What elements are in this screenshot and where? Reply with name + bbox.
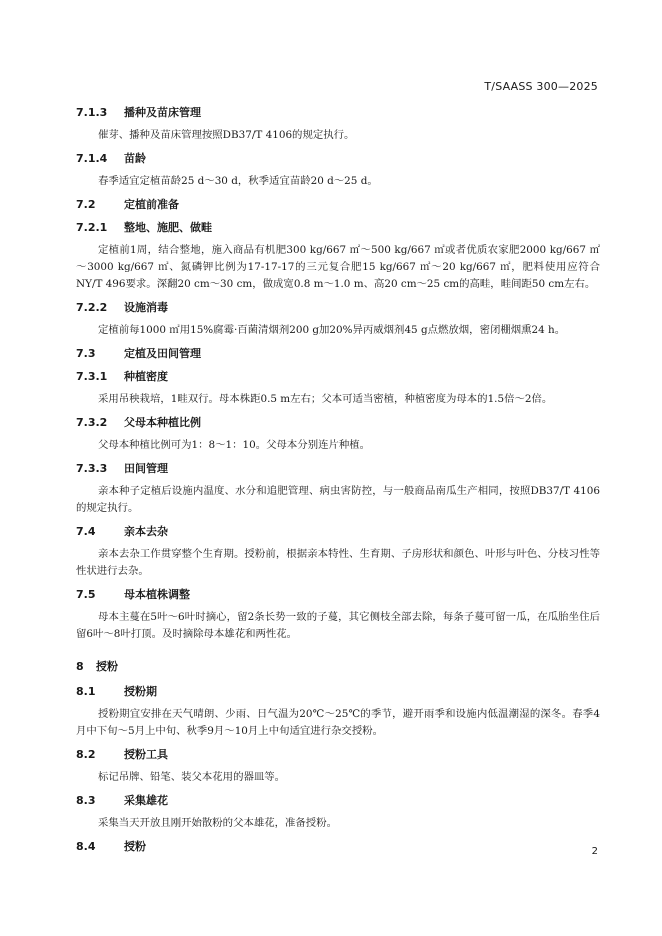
paragraph-7-1-4: 春季适宜定植苗龄25 d～30 d，秋季适宜苗龄20 d～25 d。 (98, 175, 378, 187)
section-heading-8-4 (76, 839, 600, 855)
section-number: 7.1.4 (76, 152, 108, 165)
section-heading-7-2-2 (76, 300, 600, 316)
paragraph-7-2-1: 定植前1周，结合整地，施入商品有机肥300 kg/667 ㎡～500 kg/667 ㎡或者优质农家肥2000 kg/667 ㎡～3000 kg/667 ㎡、氮磷钾比例为17-17-17的三元复合肥15 kg/667 ㎡～20 kg/667 ㎡，肥料使用应符合NY/T 496要求。深翻20 cm～30 cm，做成宽0.8 m～1.0 m、高20 cm～25 cm的高畦，畦间距50 cm左右。 (76, 244, 600, 290)
section-number: 8.2 (76, 748, 96, 761)
section-heading-8-3 (76, 793, 600, 809)
section-number: 7.3 (76, 347, 96, 360)
section-heading-8-1 (76, 684, 600, 700)
paragraph-7-3-2: 父母本种植比例可为1：8～1：10。父母本分别连片种植。 (98, 439, 371, 451)
section-heading-7-1-3 (76, 105, 600, 121)
section-heading-7-2-1 (76, 220, 600, 236)
section-title: 授粉期 (124, 685, 157, 698)
section-title: 定植及田间管理 (124, 347, 201, 360)
section-number: 7.3.2 (76, 416, 108, 429)
paragraph-8-2: 标记吊牌、铅笔、装父本花用的器皿等。 (98, 771, 286, 783)
paragraph-7-1-3: 催芽、播种及苗床管理按照DB37/T 4106的规定执行。 (98, 129, 355, 141)
section-title: 授粉工具 (124, 748, 168, 761)
section-heading-7-3-2 (76, 415, 600, 431)
paragraph-7-2-2: 定植前每1000 ㎡用15%腐霉·百菌清烟剂200 g加20%异丙威烟剂45 g点燃放烟，密闭棚烟熏24 h。 (98, 324, 566, 336)
section-title: 播种及苗床管理 (124, 106, 201, 119)
section-number: 8.4 (76, 840, 96, 853)
paragraph-8-1: 授粉期宜安排在天气晴朗、少雨、日气温为20℃～25℃的季节，避开雨季和设施内低温潮湿的深冬。春季4月中下旬～5月上中旬、秋季9月～10月上中旬适宜进行杂交授粉。 (76, 708, 600, 737)
section-heading-7-2 (76, 197, 600, 213)
section-number: 8.3 (76, 794, 96, 807)
section-heading-7-1-4 (76, 151, 600, 167)
section-heading-7-5 (76, 587, 600, 603)
section-title: 母本植株调整 (124, 588, 190, 601)
section-number: 7.2.2 (76, 301, 108, 314)
section-number: 7.3.1 (76, 370, 108, 383)
section-heading-8-2 (76, 747, 600, 763)
section-number: 7.1.3 (76, 106, 108, 119)
section-number: 7.5 (76, 588, 96, 601)
section-heading-7-4 (76, 524, 600, 540)
section-title: 整地、施肥、做畦 (124, 221, 212, 234)
section-number: 7.2.1 (76, 221, 108, 234)
section-heading-8 (76, 659, 600, 675)
document-body (76, 105, 600, 855)
section-heading-7-3 (76, 346, 600, 362)
section-title: 田间管理 (124, 462, 168, 475)
section-number: 7.4 (76, 525, 96, 538)
section-title: 定植前准备 (124, 198, 179, 211)
section-number: 8.1 (76, 685, 96, 698)
section-number: 7.3.3 (76, 462, 108, 475)
section-number: 7.2 (76, 198, 96, 211)
section-title: 设施消毒 (124, 301, 168, 314)
document-id-header: T/SAASS 300—2025 (484, 80, 598, 93)
paragraph-7-5: 母本主蔓在5叶～6叶时摘心，留2条长势一致的子蔓，其它侧枝全部去除，每条子蔓可留一瓜，在瓜胎坐住后留6叶～8叶打顶。及时摘除母本雄花和两性花。 (76, 611, 600, 640)
section-number: 8 (76, 660, 84, 673)
section-title: 种植密度 (124, 370, 168, 383)
paragraph-7-3-1: 采用吊秧栽培，1畦双行。母本株距0.5 m左右；父本可适当密植，种植密度为母本的1.5倍～2倍。 (98, 393, 553, 405)
section-title: 亲本去杂 (124, 525, 168, 538)
section-title: 采集雄花 (124, 794, 168, 807)
page-number: 2 (591, 846, 598, 857)
section-heading-7-3-3 (76, 461, 600, 477)
section-heading-7-3-1 (76, 369, 600, 385)
section-title: 授粉 (124, 840, 146, 853)
section-title: 苗龄 (124, 152, 146, 165)
paragraph-8-3: 采集当天开放且刚开始散粉的父本雄花，准备授粉。 (98, 817, 337, 829)
section-title: 父母本种植比例 (124, 416, 201, 429)
paragraph-7-4: 亲本去杂工作贯穿整个生育期。授粉前，根据亲本特性、生育期、子房形状和颜色、叶形与叶色、分枝习性等性状进行去杂。 (76, 548, 600, 577)
paragraph-7-3-3: 亲本种子定植后设施内温度、水分和追肥管理、病虫害防控，与一般商品南瓜生产相同，按照DB37/T 4106的规定执行。 (76, 485, 600, 514)
section-title: 授粉 (96, 660, 118, 673)
